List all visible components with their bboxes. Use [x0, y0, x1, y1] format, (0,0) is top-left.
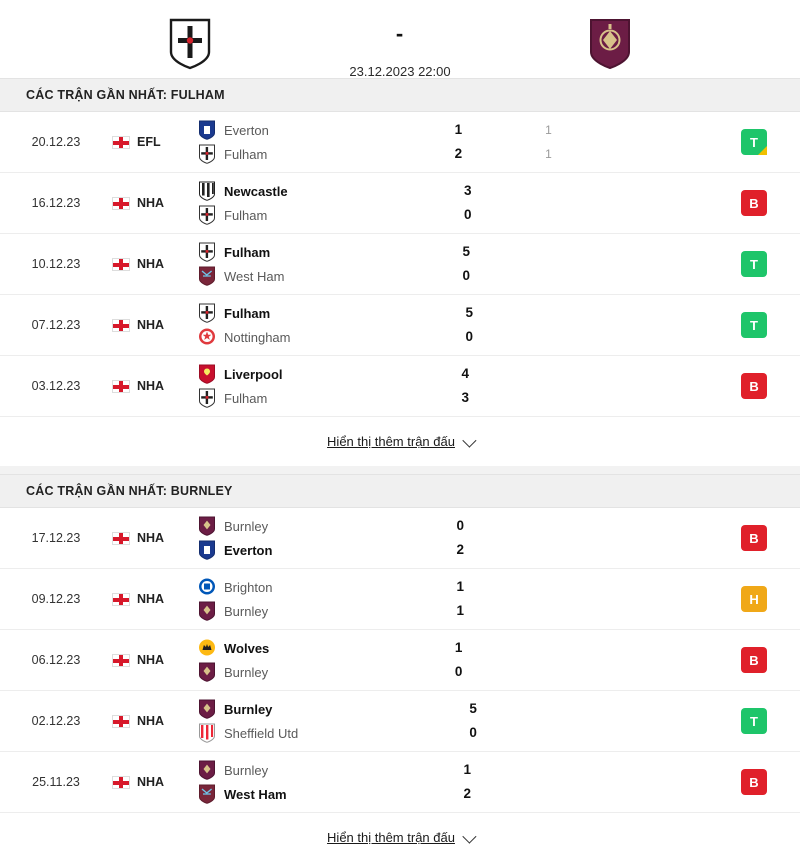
fulham-crest-icon: [198, 388, 216, 408]
home-team-line: [198, 362, 405, 386]
burnley-crest-icon: [198, 760, 216, 780]
away-team-crest-block[interactable]: [480, 10, 740, 70]
home-score: 1: [454, 122, 463, 137]
match-halftime-score: [528, 179, 588, 227]
home-team-line: [198, 575, 400, 599]
away-team-line: [198, 538, 400, 562]
match-result: [708, 586, 800, 612]
home-score: 5: [465, 305, 473, 320]
match-row[interactable]: [0, 630, 800, 691]
match-halftime-score: [520, 575, 580, 623]
away-team-name: Sheffield Utd: [224, 725, 299, 741]
match-teams: [198, 240, 406, 288]
home-team-name: Everton: [224, 122, 269, 138]
home-team-name: Burnley: [224, 518, 269, 534]
away-team-line: [198, 142, 398, 166]
match-halftime-score: [525, 362, 585, 410]
match-result: [708, 251, 800, 277]
match-row[interactable]: [0, 569, 800, 630]
match-row[interactable]: [0, 752, 800, 813]
match-score: [399, 636, 519, 684]
match-halftime-score: [533, 697, 593, 745]
match-score: [409, 301, 529, 349]
result-letter: B: [749, 652, 759, 668]
home-score: 4: [461, 366, 470, 381]
match-row[interactable]: [0, 295, 800, 356]
away-team-line: [198, 325, 409, 349]
home-team-name: Burnley: [224, 701, 273, 717]
competition-label: NHA: [137, 531, 165, 545]
result-corner-icon: [758, 146, 767, 155]
home-score: 1: [456, 579, 464, 594]
match-competition: [112, 714, 198, 728]
away-score-secondary: 1: [545, 147, 552, 161]
score-block: [320, 10, 480, 79]
match-row[interactable]: [0, 356, 800, 417]
away-team-name: Fulham: [224, 207, 268, 223]
away-team-name: Burnley: [224, 603, 269, 619]
match-halftime-score: [519, 636, 579, 684]
match-score: [407, 758, 527, 806]
away-team-line: [198, 203, 408, 227]
away-score: 1: [456, 603, 464, 618]
match-row[interactable]: [0, 112, 800, 173]
westham-crest-icon: [198, 266, 216, 286]
home-score-secondary: [525, 362, 585, 386]
england-flag-icon: [112, 654, 130, 667]
away-score-secondary: [520, 599, 580, 623]
fulham-crest-icon: [198, 242, 216, 262]
show-more-matches-button[interactable]: [327, 830, 473, 845]
match-date: 10.12.23: [31, 257, 81, 271]
away-team-name: West Ham: [224, 786, 287, 802]
match-teams: [198, 118, 398, 166]
england-flag-icon: [112, 319, 130, 332]
result-letter: H: [749, 591, 759, 607]
home-team-line: [198, 514, 400, 538]
show-more-label: Hiển thị thêm trận đấu: [327, 830, 455, 845]
home-team-name: Fulham: [224, 305, 271, 321]
away-team-name: West Ham: [224, 268, 285, 284]
away-team-name: Fulham: [224, 146, 268, 162]
match-date: 03.12.23: [31, 379, 81, 393]
liverpool-crest-icon: [198, 364, 216, 384]
result-letter: B: [749, 530, 759, 546]
result-badge: [741, 190, 767, 216]
home-score-secondary: [520, 575, 580, 599]
result-badge: [741, 312, 767, 338]
burnley-crest-icon: [198, 601, 216, 621]
match-result: [708, 525, 800, 551]
match-score: [398, 118, 518, 166]
away-team-line: [198, 721, 413, 745]
fulham-crest-icon: [198, 303, 216, 323]
result-badge: [741, 251, 767, 277]
match-competition: [112, 653, 198, 667]
home-score: 1: [454, 640, 463, 655]
match-date: 07.12.23: [31, 318, 81, 332]
match-teams: [198, 758, 407, 806]
westham-crest-icon: [198, 784, 216, 804]
match-competition: [112, 318, 198, 332]
match-date: 20.12.23: [31, 135, 81, 149]
away-score-secondary: [526, 264, 586, 288]
away-score-secondary: [527, 782, 587, 806]
fulham-crest-icon: [198, 144, 216, 164]
match-score: [400, 575, 520, 623]
home-score-secondary: [527, 758, 587, 782]
competition-label: NHA: [137, 318, 165, 332]
match-teams: [198, 514, 400, 562]
away-score: 0: [469, 725, 477, 740]
away-score: 0: [464, 207, 472, 222]
section-title-fulham: CÁC TRẬN GẦN NHẤT: FULHAM: [0, 78, 800, 112]
match-date: 16.12.23: [31, 196, 81, 210]
competition-label: EFL: [137, 135, 161, 149]
england-flag-icon: [112, 715, 130, 728]
home-score: 3: [464, 183, 472, 198]
home-team-line: [198, 697, 413, 721]
away-score-secondary: [533, 721, 593, 745]
show-more-label: Hiển thị thêm trận đấu: [327, 434, 455, 449]
home-score-secondary: [529, 301, 589, 325]
match-result: [708, 190, 800, 216]
result-badge: [741, 129, 767, 155]
competition-label: NHA: [137, 775, 165, 789]
match-teams: [198, 179, 408, 227]
away-score-secondary: [520, 538, 580, 562]
match-date: 25.11.23: [32, 775, 80, 789]
match-competition: [112, 775, 198, 789]
match-competition: [112, 531, 198, 545]
match-date: 09.12.23: [31, 592, 81, 606]
away-score-secondary: [528, 203, 588, 227]
home-score-secondary: [519, 636, 579, 660]
match-row[interactable]: [0, 234, 800, 295]
brighton-crest-icon: [198, 577, 216, 597]
match-competition: [112, 196, 198, 210]
match-halftime-score: [520, 514, 580, 562]
result-letter: B: [749, 774, 759, 790]
match-result: [708, 312, 800, 338]
away-score: 0: [465, 329, 473, 344]
result-letter: T: [750, 134, 758, 150]
away-team-line: [198, 660, 399, 684]
competition-label: NHA: [137, 653, 165, 667]
fulham-crest-icon: [198, 205, 216, 225]
burnley-crest-icon: [198, 699, 216, 719]
result-letter: T: [750, 317, 758, 333]
away-team-name: Everton: [224, 542, 273, 558]
match-competition: [112, 135, 198, 149]
home-team-name: Wolves: [224, 640, 270, 656]
away-team-line: [198, 782, 407, 806]
away-score: 2: [456, 542, 464, 557]
home-score-secondary: [526, 240, 586, 264]
show-more-fulham-wrap: [0, 417, 800, 474]
home-score: 5: [462, 244, 470, 259]
match-datetime: 23.12.2023 22:00: [349, 64, 451, 79]
home-team-name: Newcastle: [224, 183, 288, 199]
away-team-name: Nottingham: [224, 329, 291, 345]
away-team-line: [198, 264, 406, 288]
home-score-secondary: [533, 697, 593, 721]
match-teams: [198, 575, 400, 623]
match-halftime-score: [529, 301, 589, 349]
match-teams: [198, 636, 399, 684]
result-badge: [741, 647, 767, 673]
result-letter: T: [750, 256, 758, 272]
away-score-secondary: [529, 325, 589, 349]
show-more-matches-button[interactable]: [327, 434, 473, 449]
chevron-down-icon: [462, 433, 476, 447]
match-row[interactable]: [0, 691, 800, 752]
match-date: 17.12.23: [31, 531, 81, 545]
away-score: 3: [461, 390, 470, 405]
nottingham-crest-icon: [198, 327, 216, 347]
match-competition: [112, 379, 198, 393]
match-teams: [198, 301, 409, 349]
everton-crest-icon: [198, 540, 216, 560]
home-team-line: [198, 758, 407, 782]
home-team-name: Liverpool: [224, 366, 283, 382]
match-result: [708, 647, 800, 673]
home-score: 5: [469, 701, 477, 716]
home-team-line: [198, 636, 399, 660]
match-score: [408, 179, 528, 227]
match-competition: [112, 257, 198, 271]
match-row[interactable]: [0, 508, 800, 569]
sheffield-united-crest-icon: [198, 723, 216, 743]
match-result: [708, 708, 800, 734]
match-score: [405, 362, 525, 410]
burnley-crest-icon: [587, 18, 633, 70]
competition-label: NHA: [137, 196, 165, 210]
result-badge: [741, 769, 767, 795]
home-score-secondary: [520, 514, 580, 538]
home-score-secondary: 1: [545, 123, 552, 137]
fulham-recent-matches: [0, 112, 800, 417]
burnley-crest-icon: [198, 516, 216, 536]
chevron-down-icon: [462, 829, 476, 843]
everton-crest-icon: [198, 120, 216, 140]
match-date: 06.12.23: [31, 653, 81, 667]
away-team-line: [198, 386, 405, 410]
match-teams: [198, 697, 413, 745]
home-team-name: Fulham: [224, 244, 271, 260]
competition-label: NHA: [137, 379, 165, 393]
match-competition: [112, 592, 198, 606]
home-team-line: [198, 179, 408, 203]
result-letter: T: [750, 713, 758, 729]
wolves-crest-icon: [198, 638, 216, 658]
away-score: 0: [454, 664, 463, 679]
england-flag-icon: [112, 197, 130, 210]
away-team-line: [198, 599, 400, 623]
result-letter: B: [749, 378, 759, 394]
match-result: [708, 129, 800, 155]
england-flag-icon: [112, 593, 130, 606]
match-result: [708, 769, 800, 795]
section-title-burnley: CÁC TRẬN GẦN NHẤT: BURNLEY: [0, 474, 800, 508]
away-score: 2: [454, 146, 463, 161]
home-team-name: Brighton: [224, 579, 273, 595]
away-team-name: Fulham: [224, 390, 268, 406]
home-team-line: [198, 118, 398, 142]
england-flag-icon: [112, 532, 130, 545]
away-team-name: Burnley: [224, 664, 269, 680]
show-more-burnley-wrap: [0, 813, 800, 859]
england-flag-icon: [112, 258, 130, 271]
competition-label: NHA: [137, 714, 165, 728]
away-score-secondary: [525, 386, 585, 410]
result-badge: [741, 525, 767, 551]
match-halftime-score: [527, 758, 587, 806]
match-header: [0, 0, 800, 78]
home-team-line: [198, 301, 409, 325]
home-team-name: Burnley: [224, 762, 269, 778]
home-score: 1: [463, 762, 472, 777]
match-halftime-score: [526, 240, 586, 288]
fulham-crest-icon: [167, 18, 213, 70]
home-team-crest-block[interactable]: [60, 10, 320, 70]
match-row[interactable]: [0, 173, 800, 234]
england-flag-icon: [112, 380, 130, 393]
match-result: [708, 373, 800, 399]
home-team-line: [198, 240, 406, 264]
match-date: 02.12.23: [31, 714, 81, 728]
home-score: 0: [456, 518, 464, 533]
match-score: [406, 240, 526, 288]
result-badge: [741, 373, 767, 399]
away-score: 2: [463, 786, 472, 801]
competition-label: NHA: [137, 592, 165, 606]
away-score-secondary: [519, 660, 579, 684]
match-teams: [198, 362, 405, 410]
result-badge: [741, 586, 767, 612]
newcastle-crest-icon: [198, 181, 216, 201]
burnley-recent-matches: [0, 508, 800, 813]
match-score: [413, 697, 533, 745]
result-badge: [741, 708, 767, 734]
burnley-crest-icon: [198, 662, 216, 682]
england-flag-icon: [112, 136, 130, 149]
away-score: 0: [462, 268, 470, 283]
match-score: [400, 514, 520, 562]
home-score-secondary: [528, 179, 588, 203]
result-letter: B: [749, 195, 759, 211]
score-separator: -: [395, 21, 405, 46]
match-halftime-score: [518, 118, 578, 166]
england-flag-icon: [112, 776, 130, 789]
competition-label: NHA: [137, 257, 165, 271]
